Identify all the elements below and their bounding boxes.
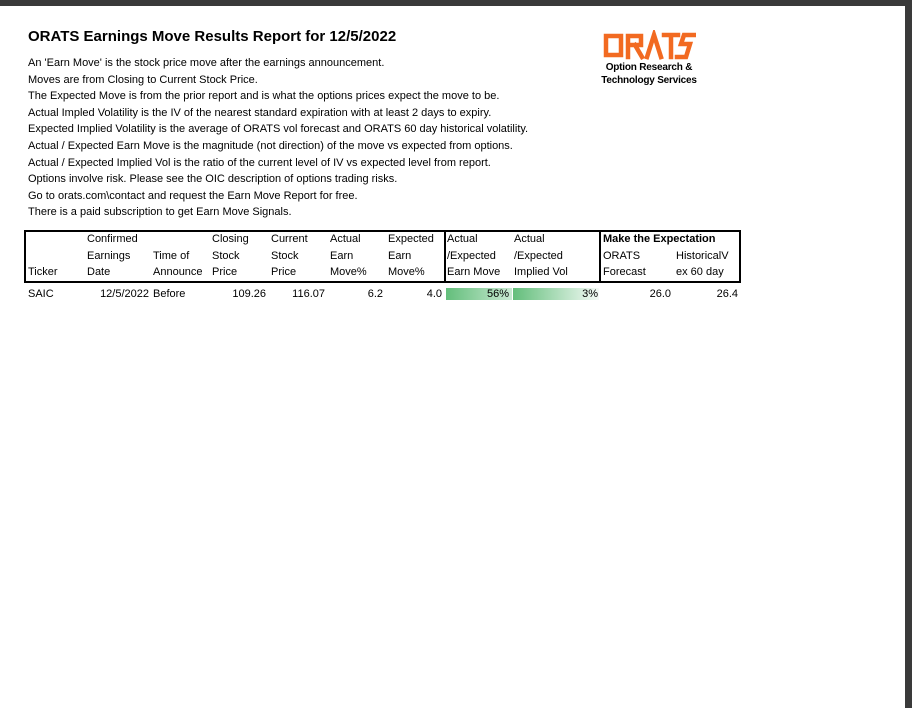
header-hist: HistoricalV ex 60 day bbox=[676, 249, 729, 279]
header-current: Current Stock Price bbox=[271, 233, 308, 279]
description-line: There is a paid subscription to get Earn Move Signals. bbox=[28, 206, 292, 219]
earn-move-table bbox=[24, 230, 744, 306]
header-ratio-iv: Actual /Expected Implied Vol bbox=[514, 233, 568, 279]
cell-expected-move: 4.0 bbox=[426, 288, 442, 300]
orats-logo bbox=[598, 30, 700, 87]
description-line: An 'Earn Move' is the stock price move after the earnings announcement. bbox=[28, 57, 385, 69]
cell-forecast: 26.0 bbox=[649, 288, 671, 300]
cell-current: 116.07 bbox=[292, 288, 325, 300]
description-line: Go to orats.com\contact and request the Earn Move Report for free. bbox=[28, 189, 358, 202]
report-title: ORATS Earnings Move Results Report for 12/5/2022 bbox=[28, 28, 397, 45]
cell-closing: 109.26 bbox=[232, 288, 266, 300]
cell-ratio-iv: 3% bbox=[582, 288, 598, 300]
cell-ratio-move: 56% bbox=[486, 288, 509, 300]
cell-ticker: SAIC bbox=[28, 288, 54, 300]
header-actual-move: Actual Earn Move% bbox=[330, 233, 367, 279]
description-line: Options involve risk. Please see the OIC description of options trading risks. bbox=[28, 173, 398, 186]
cell-hist: 26.4 bbox=[716, 288, 738, 300]
header-date: Confirmed Earnings Date bbox=[87, 233, 138, 279]
description-line: Expected Implied Volatility is the average of ORATS vol forecast and ORATS 60 day historical volatility. bbox=[28, 123, 529, 136]
group-header: Make the Expectation bbox=[603, 233, 716, 245]
table-row bbox=[24, 286, 744, 302]
report-page bbox=[0, 6, 905, 708]
description-line: Moves are from Closing to Current Stock Price. bbox=[28, 73, 258, 86]
header-ratio-move: Actual /Expected Earn Move bbox=[447, 233, 501, 279]
header-expected-move: Expected Earn Move% bbox=[388, 233, 434, 279]
description-line: Actual Impled Volatility is the IV of the nearest standard expiration with at least 2 days to expiry. bbox=[28, 106, 492, 119]
column-divider bbox=[444, 230, 446, 283]
header-forecast: ORATS Forecast bbox=[603, 249, 646, 279]
cell-time: Before bbox=[153, 288, 186, 300]
logo-tagline: Option Research & Technology Services bbox=[601, 62, 697, 86]
description-line: The Expected Move is from the prior report and is what the options prices expect the move to be. bbox=[28, 90, 500, 103]
column-divider bbox=[599, 230, 601, 283]
header-ticker: Ticker bbox=[28, 266, 58, 279]
cell-date: 12/5/2022 bbox=[100, 288, 149, 300]
description-line: Actual / Expected Implied Vol is the ratio of the current level of IV vs expected level from report. bbox=[28, 156, 491, 169]
header-closing: Closing Stock Price bbox=[212, 233, 249, 279]
cell-actual-move: 6.2 bbox=[367, 288, 383, 300]
report-description bbox=[28, 55, 528, 221]
header-time: Time of Announce bbox=[153, 249, 203, 279]
orats-wordmark-logo bbox=[602, 30, 696, 60]
description-line: Actual / Expected Earn Move is the magnitude (not direction) of the move vs expected from options. bbox=[28, 139, 513, 152]
